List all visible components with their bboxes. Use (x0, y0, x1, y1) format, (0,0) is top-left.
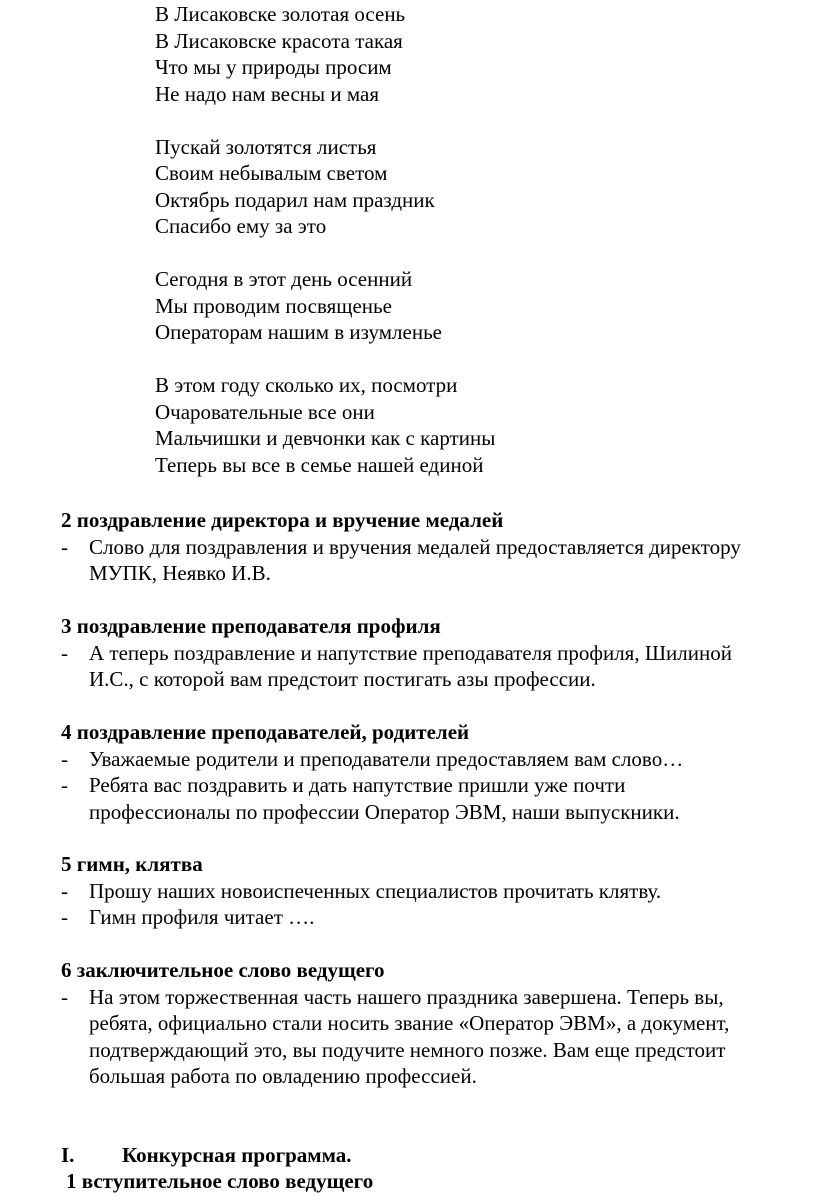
poem-line: В Лисаковске золотая осень (155, 2, 406, 26)
list-item (61, 534, 806, 587)
list-item-line: А теперь поздравление и напутствие преподавателя профиля, Шилиной (89, 640, 732, 665)
list-item-line: профессионалы по профессии Оператор ЭВМ, наши выпускники. (89, 799, 680, 824)
dash-bullet: - (61, 746, 68, 771)
section-heading: 4 поздравление преподавателей, родителей (61, 720, 470, 744)
poem-line: Сегодня в этот день осенний (155, 267, 413, 291)
poem-stanza (155, 1, 495, 107)
section-anthem (61, 851, 806, 931)
poem-line: Мы проводим посвященье (155, 293, 392, 318)
section-teacher (61, 613, 806, 693)
poem-line: Не надо нам весны и мая (155, 81, 379, 106)
dash-bullet: - (61, 773, 68, 797)
list-item-line: ребята, официально стали носить звание «Оператор ЭВМ», а документ, (89, 1011, 730, 1035)
list-item-line: Слово для поздравления и вручения медалей предоставляется директору (89, 534, 741, 559)
list-item-line: подтверждающий это, вы подучите немного позже. Вам еще предстоит (89, 1037, 726, 1062)
poem-line: Очаровательные все они (155, 399, 375, 424)
poem-line: Своим небывалым светом (155, 161, 388, 185)
poem-line: Теперь вы все в семье нашей единой (155, 452, 484, 477)
section-heading: 5 гимн, клятва (61, 852, 203, 876)
contest-title: Конкурсная программа. (122, 1143, 352, 1167)
section-director (61, 507, 806, 587)
poem-line: Спасибо ему за это (155, 214, 327, 238)
poem-stanza (155, 372, 495, 478)
list-item-line: МУПК, Неявко И.В. (89, 561, 271, 585)
poem-line: Октябрь подарил нам праздник (155, 187, 435, 212)
list-item (61, 878, 806, 905)
list-item-line: Уважаемые родители и преподаватели предоставляем вам слово… (89, 746, 684, 771)
list-item-line: На этом торжественная часть нашего праздника завершена. Теперь вы, (89, 984, 724, 1009)
intro-heading: 1 вступительное слово ведущего (66, 1169, 374, 1193)
poem-line: Пускай золотятся листья (155, 134, 377, 159)
list-item-line: Прошу наших новоиспеченных специалистов прочитать клятву. (89, 878, 662, 903)
list-item-line: И.С., с которой вам предстоит постигать азы профессии. (89, 667, 596, 691)
poem (155, 1, 495, 505)
list-item (61, 746, 806, 773)
poem-line: Операторам нашим в изумленье (155, 320, 442, 344)
dash-bullet: - (61, 905, 68, 929)
list-item (61, 984, 806, 1090)
section-closing (61, 957, 806, 1090)
list-item (61, 904, 806, 931)
list-item (61, 772, 806, 825)
list-item-line: Ребята вас поздравить и дать напутствие пришли уже почти (89, 773, 626, 797)
section-parents (61, 719, 806, 825)
poem-stanza (155, 266, 495, 346)
poem-line: Что мы у природы просим (155, 55, 392, 79)
list-item (61, 640, 806, 693)
dash-bullet: - (61, 878, 68, 903)
poem-line: В этом году сколько их, посмотри (155, 373, 458, 397)
poem-stanza (155, 134, 495, 240)
dash-bullet: - (61, 534, 68, 559)
section-heading: 6 заключительное слово ведущего (61, 958, 385, 982)
poem-line: В Лисаковске красота такая (155, 28, 403, 53)
roman-numeral: I. (61, 1143, 75, 1167)
section-heading: 3 поздравление преподавателя профиля (61, 614, 441, 638)
poem-line: Мальчишки и девчонки как с картины (155, 426, 496, 450)
list-item-line: большая работа по овладению профессией. (89, 1064, 477, 1088)
section-heading: 2 поздравление директора и вручение медалей (61, 508, 504, 532)
dash-bullet: - (61, 984, 68, 1009)
list-item-line: Гимн профиля читает …. (89, 905, 315, 929)
contest-heading (61, 1142, 352, 1169)
dash-bullet: - (61, 640, 68, 665)
